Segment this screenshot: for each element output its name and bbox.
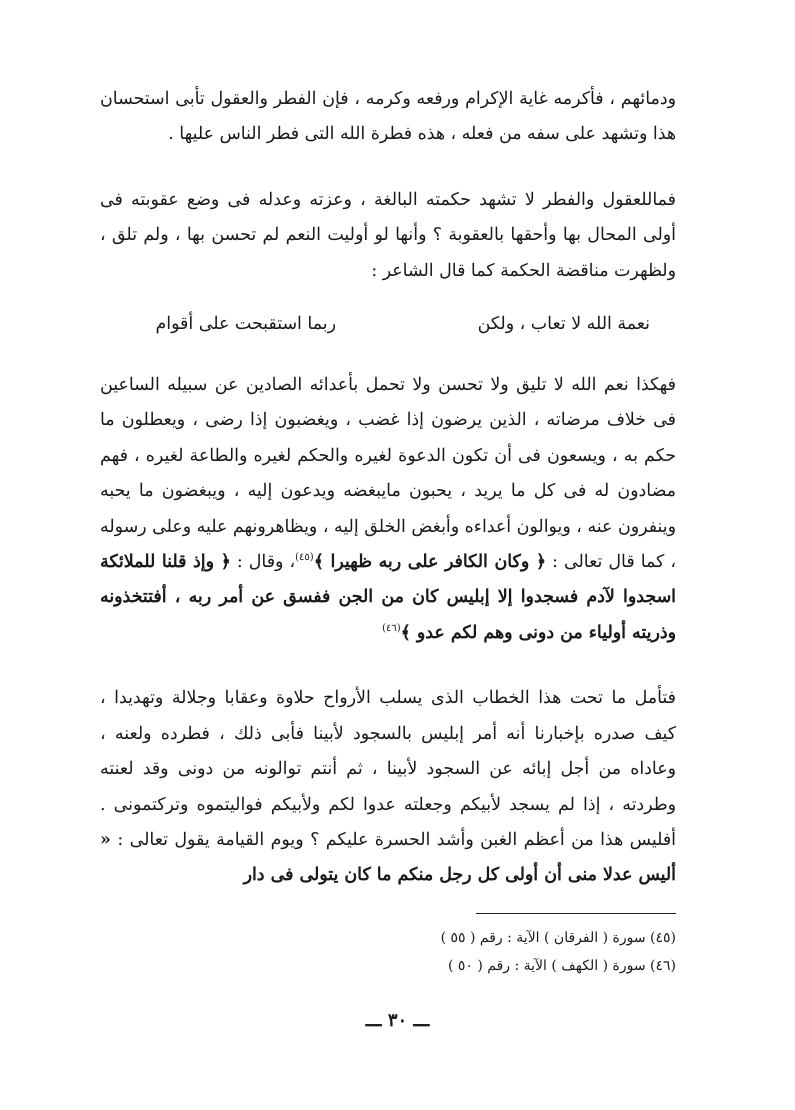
quran-quote: ﴿ وكان الكافر على ربه ظهيرا ﴾ [313, 552, 547, 573]
paragraph-text: فتأمل ما تحت هذا الخطاب الذى يسلب الأرواح حلاوة وعقابا وجلالة وتهديدا ، كيف صدره بإخبارنا أنه أمر إبليس بالسجود لأبينا فأبى ذلك ، فطرده ولعنه ، وعاداه من أجل إبائه عن السجود لأبينا ، ثم أنتم توالونه من دونى وقد لعنته وطردته ، إذا لم يسجد لأبيكم وجعلته عدوا لكم ولأبيكم فواليتموه وتركتمونى . أفليس هذا من أعظم الغبن وأشد الحسرة عليكم ؟ ويوم القيامة يقول تعالى : [100, 688, 677, 850]
verse-first-hemistich: نعمة الله لا تعاب ، ولكن [477, 314, 650, 335]
footnote: (٤٥) سورة ( الفرقان ) الآية : رقم ( ٥٥ ) [440, 930, 676, 946]
footnote-separator [476, 913, 676, 914]
poem-verse [100, 307, 676, 342]
paragraph: فماللعقول والفطر لا تشهد حكمته البالغة ، وعزته وعدله فى وضع عقوبته فى أولى المحال بها وأحقها بالعقوبة ؟ وأنها لو أوليت النعم لم تحسن بها ، ولم تلق ، ولظهرت مناقضة الحكمة كما قال الشاعر : [100, 189, 676, 281]
paragraph [100, 681, 676, 893]
page-number: ـــ ٣٠ ـــ [365, 1010, 430, 1031]
page-body [100, 82, 676, 894]
paragraph: ودمائهم ، فأكرمه غاية الإكرام ورفعه وكرمه ، فإن الفطر والعقول تأبى استحسان هذا وتشهد على سفه من فعله ، هذه فطرة الله التى فطر الناس عليها . [100, 89, 676, 145]
footnote-reference: (٤٦) [382, 623, 401, 635]
footnotes [100, 924, 676, 980]
footnote: (٤٦) سورة ( الكهف ) الآية : رقم ( ٥٠ ) [447, 958, 676, 974]
paragraph [100, 368, 676, 651]
verse-second-hemistich: ربما استقبحت على أقوام [155, 314, 336, 335]
paragraph-text: فهكذا نعم الله لا تليق ولا تحسن ولا تحمل بأعدائه الصادين عن سبيله الساعين فى خلاف مرضاته ، الذين يرضون إذا غضب ، ويغضبون إذا رضى ، ويعطلون ما حكم به ، ويسعون فى أن تكون الدعوة لغيره والحكم لغيره والطاعة لغيره ، فهم مضادون له فى كل ما يريد ، يحبون مايبغضه ويدعون إليه ، ويبغضون ما يحبه وينفرون عنه ، ويوالون أعداءه وأبغض الخلق إليه ، ويظاهرونهم عليه وعلى رسوله ، كما قال تعالى : [100, 375, 676, 573]
quran-quote: ﴿ وإذ قلنا للملائكة اسجدوا لآدم فسجدوا إلا إبليس كان من الجن ففسق عن أمر ربه ، أفتتخذونه وذريته أولياء من دونى وهم لكم عدو ﴾ [100, 552, 676, 643]
paragraph-text: ، وقال : [236, 552, 296, 573]
hadith-quote: « أليس عدلا منى أن أولى كل رجل منكم ما كان يتولى فى دار [100, 829, 676, 886]
footnote-reference: (٤٥) [295, 552, 314, 564]
